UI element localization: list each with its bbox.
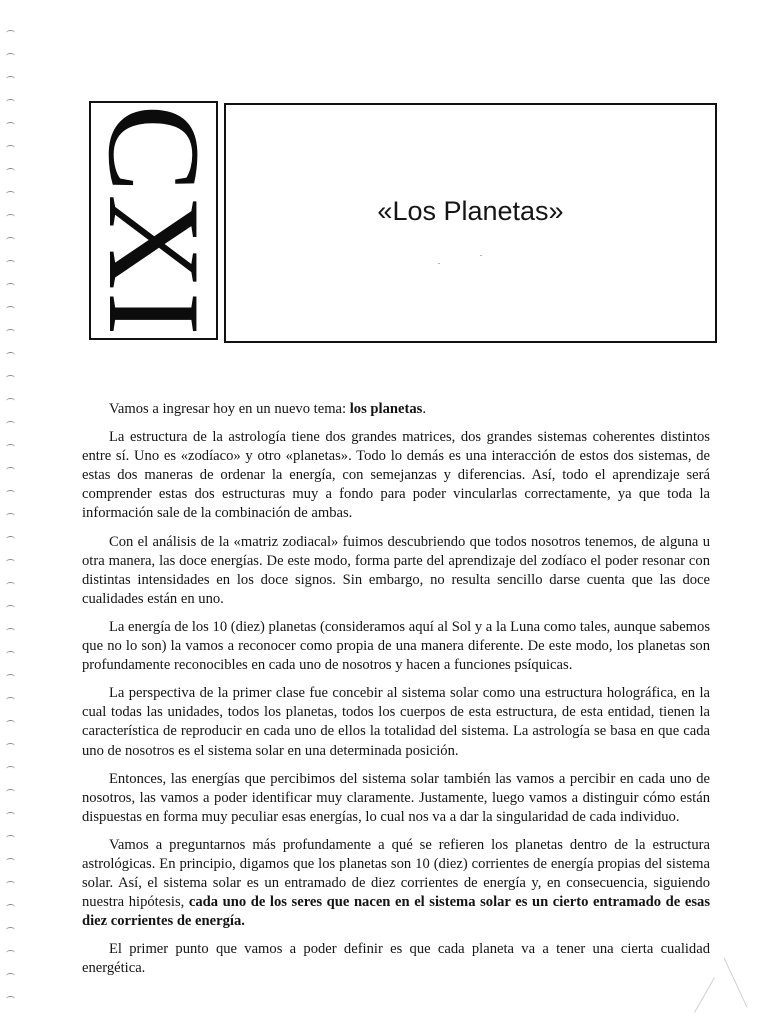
- body-text: [82, 400, 710, 988]
- binding-hole-mark: [6, 214, 15, 220]
- binding-hole-mark: [6, 375, 15, 381]
- chapter-title-box: [224, 103, 717, 343]
- text-run: Entonces, las energías que percibimos del sistema solar también las vamos a percibir en cada uno de nosotros, las vamos a poder identificar muy claramente. Justamente, luego vamos a distinguir cómo están dispuestas en forma muy peculiar esas energías, lo cual nos va a dar la singularidad de cada individuo.: [82, 770, 710, 825]
- binding-hole-mark: [6, 559, 15, 565]
- binding-hole-mark: [6, 352, 15, 358]
- binding-hole-mark: [6, 743, 15, 749]
- binding-hole-mark: [6, 904, 15, 910]
- binding-hole-mark: [6, 168, 15, 174]
- binding-hole-mark: [6, 421, 15, 427]
- binding-hole-mark: [6, 789, 15, 795]
- binding-hole-mark: [6, 490, 15, 496]
- binding-hole-mark: [6, 398, 15, 404]
- binding-hole-mark: [6, 858, 15, 864]
- binding-hole-mark: [6, 950, 15, 956]
- binding-hole-mark: [6, 191, 15, 197]
- scan-speck: [480, 255, 482, 256]
- binding-hole-mark: [6, 582, 15, 588]
- text-run: La perspectiva de la primer clase fue concebir al sistema solar como una estructura holográfica, en la cual todas las unidades, todos los planetas, todos los cuerpos de esta estructura, de esta entidad, tienen la característica de reproducir en cada uno de ellos la totalidad del sistema. La astrología se basa en que cada uno de nosotros es el sistema solar en una determinada posición.: [82, 685, 710, 759]
- paragraph: [82, 533, 710, 609]
- binding-hole-mark: [6, 881, 15, 887]
- binding-hole-mark: [6, 812, 15, 818]
- binding-hole-mark: [6, 444, 15, 450]
- binding-hole-mark: [6, 260, 15, 266]
- binding-hole-mark: [6, 766, 15, 772]
- chapter-number: CXI: [80, 103, 228, 338]
- binding-hole-mark: [6, 927, 15, 933]
- binding-hole-mark: [6, 697, 15, 703]
- paragraph: [82, 940, 710, 978]
- bold-text: cada uno de los seres que nacen en el sistema solar es un cierto entramado de esas diez corrientes de energía.: [82, 894, 710, 930]
- bold-text: los planetas: [349, 401, 423, 417]
- chapter-title: «Los Planetas»: [377, 196, 564, 226]
- paragraph: [82, 400, 710, 419]
- paragraph: [82, 684, 710, 760]
- binding-hole-mark: [6, 53, 15, 59]
- binding-hole-mark: [6, 720, 15, 726]
- binding-hole-mark: [6, 467, 15, 473]
- binding-hole-mark: [6, 674, 15, 680]
- paragraph: [82, 428, 710, 523]
- binding-hole-mark: [6, 283, 15, 289]
- text-run: El primer punto que vamos a poder definir es que cada planeta va a tener una cierta cualidad energética.: [82, 941, 710, 977]
- text-run: Vamos a preguntarnos más profundamente a qué se refieren los planetas dentro de la estructura astrológicas. En principio, digamos que los planetas son 10 (diez) corrientes de energía propias del sistema solar. Así, el sistema solar es un entramado de diez corrientes de energía y, en consecuencia, siguiendo nuestra hipótesis,: [82, 836, 710, 911]
- binding-hole-mark: [6, 996, 15, 1002]
- binding-hole-mark: [6, 76, 15, 82]
- spiral-binding-marks: [0, 0, 22, 1024]
- binding-hole-mark: [6, 122, 15, 128]
- binding-hole-mark: [6, 973, 15, 979]
- binding-hole-mark: [6, 605, 15, 611]
- binding-hole-mark: [6, 835, 15, 841]
- text-run: Con el análisis de la «matriz zodiacal» fuimos descubriendo que todos nosotros tenemos, de alguna u otra manera, las doce energías. De este modo, forma parte del aprendizaje del zodíaco el poder resonar con distintas intensidades en los doce signos. Sin embargo, no resulta sencillo darse cuenta que las doce cualidades están en uno.: [82, 533, 710, 607]
- paragraph: [82, 836, 710, 931]
- binding-hole-mark: [6, 329, 15, 335]
- binding-hole-mark: [6, 536, 15, 542]
- text-run: La estructura de la astrología tiene dos grandes matrices, dos grandes sistemas coherentes distintos entre sí. Uno es «zodíaco» y otro «planetas». Todo lo demás es una interacción de estos dos sistemas, de estas dos maneras de ordenar la energía, con semejanzas y diferencias. Así, todo el aprendizaje será comprender estas dos estructuras muy a fondo para poder vincularlas correctamente, ya que toda la información sale de la combinación de ambas.: [82, 429, 710, 522]
- text-run: Vamos a ingresar hoy en un nuevo tema:: [109, 401, 350, 417]
- binding-hole-mark: [6, 99, 15, 105]
- paragraph: [82, 618, 710, 675]
- paragraph: [82, 770, 710, 827]
- paper-fold-mark: [723, 957, 747, 1007]
- scan-speck: [438, 263, 440, 264]
- chapter-number-box: [80, 101, 228, 340]
- binding-hole-mark: [6, 145, 15, 151]
- text-run: .: [422, 401, 426, 417]
- text-run: La energía de los 10 (diez) planetas (consideramos aquí al Sol y a la Luna como tales, aunque sabemos que no lo son) la vamos a reconocer como propia de una manera diferente. De este modo, los planetas son profundamente reconocibles en cada uno de nosotros y hacen a funciones psíquicas.: [82, 618, 710, 674]
- binding-hole-mark: [6, 237, 15, 243]
- binding-hole-mark: [6, 513, 15, 519]
- binding-hole-mark: [6, 306, 15, 312]
- binding-hole-mark: [6, 628, 15, 634]
- binding-hole-mark: [6, 30, 15, 36]
- binding-hole-mark: [6, 651, 15, 657]
